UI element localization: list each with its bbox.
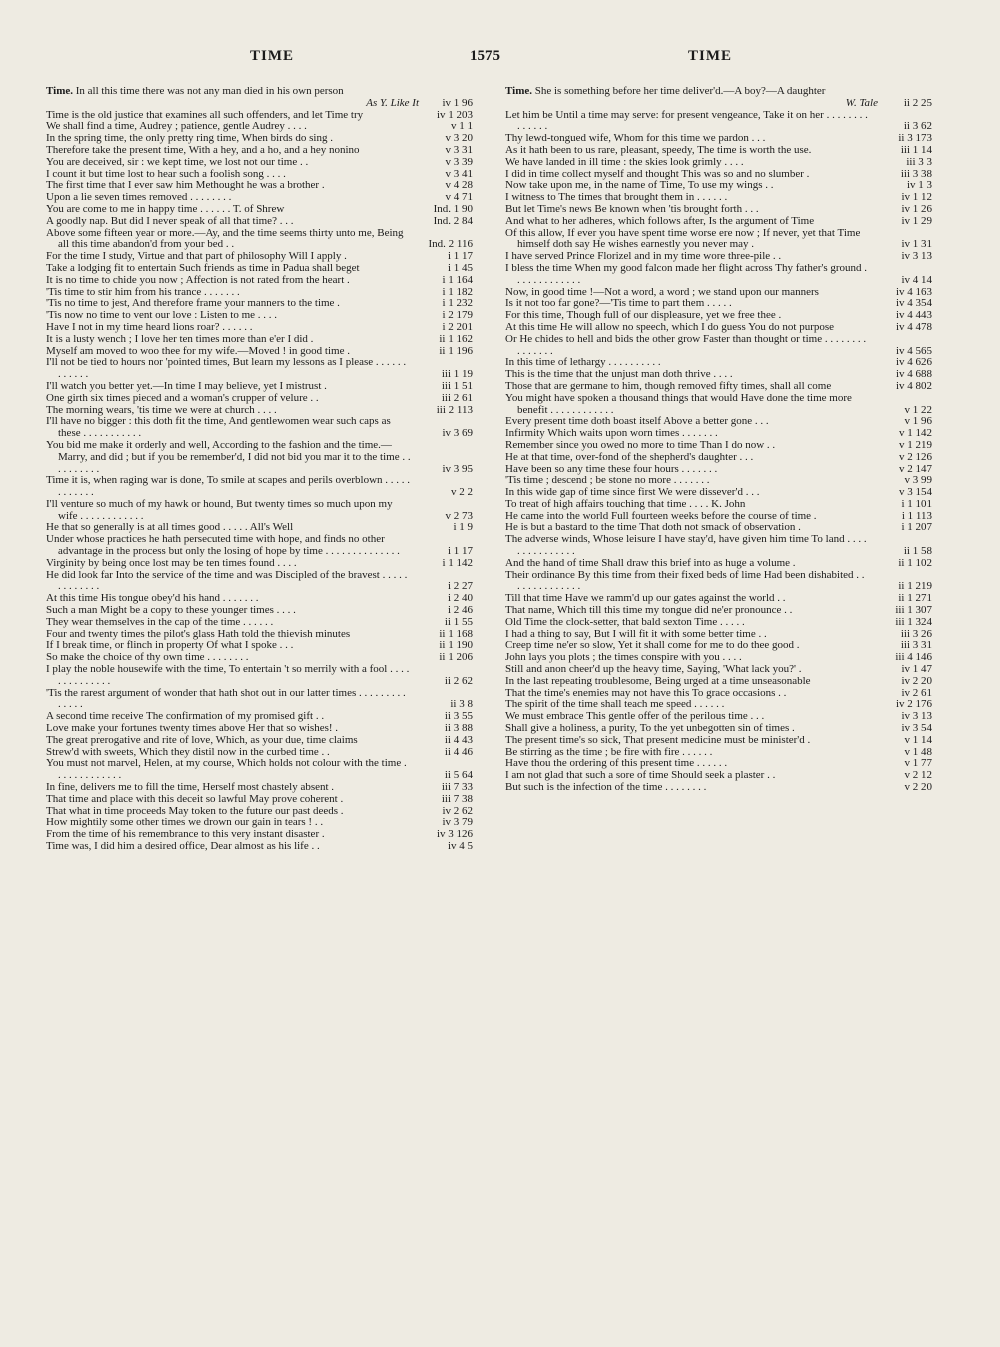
entry-text: To treat of high affairs touching that time . . . . K. John [505, 497, 746, 510]
entry-text: He did look far Into the service of the time and was Discipled of the bravest . . . . . . . . . . . . . [46, 568, 408, 593]
entry-reference: Ind. 2 84 [433, 214, 473, 227]
entry-reference: v 2 147 [899, 462, 932, 475]
entry-text: Take a lodging fit to entertain Such friends as time in Padua shall beget [46, 261, 360, 274]
left-column [46, 86, 473, 1335]
entry-reference: i 1 9 [453, 521, 473, 534]
entry-text: Such a man Might be a copy to these younger times . . . . [46, 604, 296, 617]
entry-text: Creep time ne'er so slow, Yet it shall come for me to do thee good . [505, 639, 800, 652]
entry-reference: i 2 179 [442, 309, 473, 322]
concordance-entry [505, 228, 932, 252]
entry-text: 'Tis time to stir him from his trance . . . . . . . [46, 285, 240, 298]
entry-text: Or He chides to hell and bids the other grow Faster than thought or time . . . . . . . . . . . . . . . [505, 332, 867, 357]
entry-reference: ii 1 219 [898, 580, 932, 593]
entry-reference: v 3 39 [445, 155, 473, 168]
entry-text: I bless the time When my good falcon made her flight across Thy father's ground . . . . . . . . . . . . . [505, 261, 868, 286]
entry-text: Every present time doth boast itself Above a better gone . . . [505, 415, 769, 428]
entry-text: I did in time collect myself and thought This was so and no slumber . [505, 167, 810, 180]
entry-text: 'Tis no time to jest, And therefore frame your manners to the time . [46, 297, 340, 310]
entry-text: Old Time the clock-setter, that bald sexton Time . . . . . [505, 615, 745, 628]
entry-reference: iv 4 5 [447, 840, 473, 852]
entry-reference: iv 2 20 [901, 674, 932, 687]
concordance-entry [505, 534, 932, 558]
entry-text: Time is the old justice that examines all such offenders, and let Time try [46, 108, 364, 121]
entry-text: Their ordinance By this time from their fixed beds of lime Had been dishabited . . . . . . . . . . . . . . [505, 568, 865, 593]
entry-text: I had a thing to say, But I will fit it with some better time . . [505, 627, 767, 640]
entry-text: How mightily some other times we drown our gain in tears ! . . [46, 816, 324, 829]
entry-reference: iii 7 38 [441, 792, 473, 805]
concordance-entry [505, 86, 932, 110]
entry-text: In all this time there was not any man died in his own person [75, 86, 344, 97]
entry-reference: iv 1 29 [901, 214, 932, 227]
entry-reference: i 1 207 [901, 521, 932, 534]
entry-text: In fine, delivers me to fill the time, Herself most chastely absent . [46, 781, 335, 794]
entry-reference: v 2 2 [451, 486, 473, 499]
entry-text: I have served Prince Florizel and in my time wore three-pile . . [505, 250, 782, 263]
entry-headword: Time. [505, 86, 532, 97]
header-right-title: TIME [688, 48, 733, 64]
entry-quotation [505, 534, 870, 558]
entry-reference: i 1 232 [442, 297, 473, 310]
entry-reference: i 1 101 [901, 497, 932, 510]
entry-text: You must not marvel, Helen, at my course, Which holds not colour with the time . . . . . . . . . . . . . [46, 757, 407, 782]
entry-reference: iii 1 14 [900, 143, 932, 156]
entry-text: He that so generally is at all times good . . . . . All's Well [46, 521, 294, 534]
entry-reference: iii 7 33 [441, 781, 473, 794]
entry-reference: v 2 126 [899, 450, 932, 463]
concordance-entry [46, 664, 473, 688]
entry-text: I am not glad that such a sore of time Should seek a plaster . . [505, 769, 776, 782]
entry-reference: v 2 20 [904, 781, 932, 794]
entry-reference: ii 1 55 [444, 615, 473, 628]
entry-reference: iii 3 3 [906, 155, 932, 168]
concordance-entry [46, 534, 473, 558]
entry-reference: iv 2 62 [442, 804, 473, 817]
entry-reference: v 3 99 [904, 474, 932, 487]
concordance-entry [46, 475, 473, 499]
concordance-entry [46, 416, 473, 440]
entry-reference: ii 2 25 [903, 96, 932, 109]
entry-reference: i 1 45 [447, 261, 473, 274]
right-column [505, 86, 932, 1335]
entry-text: I play the noble housewife with the time, To entertain 't so merrily with a fool . . . . . . . . . . . . . . [46, 663, 410, 687]
entry-reference: v 1 77 [904, 757, 932, 770]
entry-quotation [46, 688, 411, 712]
entry-text: She is something before her time deliver'd.—A boy?—A daughter [534, 86, 826, 97]
entry-reference: iv 4 443 [895, 309, 932, 322]
entry-text: I'll venture so much of my hawk or hound, But twenty times so much upon my wife . . . . . . . . . . . . [46, 497, 393, 522]
entry-reference: i 2 27 [447, 580, 473, 593]
entry-text: Four and twenty times the pilot's glass Hath told the thievish minutes [46, 627, 351, 640]
entry-reference: ii 1 162 [439, 332, 473, 345]
entry-quotation [505, 110, 870, 134]
entry-reference: iv 4 802 [895, 379, 932, 392]
entry-text: I'll not be tied to hours nor 'pointed times, But learn my lessons as I please . . . . . . . . . . . . [46, 356, 407, 381]
entry-reference: v 1 142 [899, 427, 932, 440]
concordance-entry [46, 228, 473, 252]
entry-reference: v 1 96 [904, 415, 932, 428]
entry-reference: ii 3 8 [450, 698, 473, 711]
entry-reference: iv 1 96 [442, 96, 473, 109]
entry-reference: v 1 48 [904, 745, 932, 758]
entry-text: Of this allow, If ever you have spent time worse ere now ; If never, yet that Time himself doth say He wishes earnestly you never may . [505, 226, 861, 251]
entry-reference: iv 4 163 [895, 285, 932, 298]
entry-quotation [46, 499, 411, 523]
entry-text: Have been so any time these four hours . . . . . . . [505, 462, 718, 475]
entry-quotation [505, 570, 870, 594]
entry-text: It is no time to chide you now ; Affection is not rated from the heart . [46, 273, 350, 286]
concordance-entry [46, 570, 473, 594]
entry-reference: iii 1 51 [441, 379, 473, 392]
entry-reference: iv 3 126 [436, 828, 473, 841]
entry-text: You might have spoken a thousand things that would Have done the time more benefit . . . . . . . . . . . . [505, 391, 852, 416]
entry-reference: i 1 113 [901, 509, 932, 522]
entry-reference: v 3 31 [445, 143, 473, 156]
concordance-entry [46, 86, 473, 110]
entry-reference: iv 3 95 [442, 462, 473, 475]
entry-reference: iv 3 13 [901, 710, 932, 723]
entry-reference: iii 2 61 [441, 391, 473, 404]
entry-reference: v 1 22 [904, 403, 932, 416]
entry-text: 'Tis time ; descend ; be stone no more . . . . . . . [505, 474, 710, 487]
entry-text: John lays you plots ; the times conspire with you . . . . [505, 651, 742, 664]
entry-text: They wear themselves in the cap of the time . . . . . . [46, 615, 274, 628]
entry-reference: iii 4 146 [895, 651, 932, 664]
entry-reference: ii 1 58 [903, 545, 932, 558]
entry-text: 'Tis the rarest argument of wonder that hath shot out in our latter times . . . . . . . . . . . . . . [46, 686, 406, 711]
entry-reference: iv 2 61 [901, 686, 932, 699]
entry-text: Under whose practices he hath persecuted time with hope, and finds no other advantage in the process but only the losing of hope by time . . . . . . . . . . . . . . [46, 533, 400, 558]
entry-text: A goodly nap. But did I never speak of all that time? . . . [46, 214, 294, 227]
entry-reference: i 2 201 [442, 320, 473, 333]
entry-text: In the spring time, the only pretty ring time, When birds do sing . [46, 132, 333, 145]
entry-text: You bid me make it orderly and well, According to the fashion and the time.—Marry, and did ; but if you be remember'd, I did not bid you mar it to the time . . . . . . . . . . [46, 438, 411, 475]
entry-text: Now take upon me, in the name of Time, To use my wings . . [505, 179, 774, 192]
entry-reference: iii 1 19 [441, 368, 473, 381]
concordance-entry [505, 393, 932, 417]
entry-reference: Ind. 1 90 [433, 202, 473, 215]
entry-reference: v 1 14 [904, 733, 932, 746]
entry-reference: iii 3 38 [900, 167, 932, 180]
entry-text: Let him be Until a time may serve: for present vengeance, Take it on her . . . . . . . . . . . . . . [505, 108, 868, 133]
concordance-entry [46, 688, 473, 712]
entry-text: At this time His tongue obey'd his hand . . . . . . . [46, 592, 259, 605]
entry-reference: iii 3 26 [900, 627, 932, 640]
entry-text: Still and anon cheer'd up the heavy time, Saying, 'What lack you?' . [505, 663, 802, 676]
entry-reference: iv 3 69 [442, 427, 473, 440]
entry-text: So make the choice of thy own time . . . . . . . . [46, 651, 249, 664]
entry-text: From the time of his remembrance to this very instant disaster . [46, 828, 325, 841]
entry-text: Have thou the ordering of this present time . . . . . . [505, 757, 728, 770]
concordance-entry [505, 570, 932, 594]
entry-quotation [505, 334, 870, 358]
entry-text: The present time's so sick, That present medicine must be minister'd . [505, 733, 811, 746]
entry-text: Remember since you owed no more to time Than I do now . . [505, 438, 776, 451]
entry-quotation [46, 475, 411, 499]
entry-reference: ii 1 102 [898, 556, 932, 569]
entry-text: Those that are germane to him, though removed fifty times, shall all come [505, 379, 832, 392]
entry-quotation [46, 570, 411, 594]
entry-reference: ii 4 43 [444, 733, 473, 746]
entry-text: Therefore take the present time, With a hey, and a ho, and a hey nonino [46, 143, 360, 156]
entry-text: Have I not in my time heard lions roar? . . . . . . [46, 320, 253, 333]
concordance-entry [505, 263, 932, 287]
entry-reference: iv 1 3 [906, 179, 932, 192]
entry-text: As it hath been to us rare, pleasant, speedy, The time is worth the use. [505, 143, 812, 156]
entry-reference: v 1 1 [451, 120, 473, 133]
entry-reference: iii 1 307 [895, 604, 932, 617]
entry-text: I witness to The times that brought them in . . . . . . [505, 191, 728, 204]
entry-reference: i 2 46 [447, 604, 473, 617]
entry-play-title: W. Tale [845, 96, 878, 109]
entry-text: The first time that I ever saw him Methought he was a brother . [46, 179, 325, 192]
concordance-entry [46, 440, 473, 475]
concordance-entry [505, 110, 932, 134]
entry-reference: iv 3 13 [901, 250, 932, 263]
entry-text: Strew'd with sweets, Which they distil now in the curbed time . . [46, 745, 330, 758]
entry-quotation [505, 393, 870, 417]
entry-text: At this time He will allow no speech, which I do guess You do not purpose [505, 320, 835, 333]
entry-text: Is it not too far gone?—'Tis time to part them . . . . . [505, 297, 732, 310]
entry-text: Thy lewd-tongued wife, Whom for this time we pardon . . . [505, 132, 766, 145]
entry-reference: iv 1 12 [901, 191, 932, 204]
entry-quotation [46, 357, 411, 381]
entry-text: Shall give a holiness, a purity, To the yet unbegotten sin of times . [505, 722, 795, 735]
entry-reference: iii 3 31 [900, 639, 932, 652]
header-left-title: TIME [250, 48, 295, 64]
entry-reference: v 2 73 [445, 509, 473, 522]
entry-reference: ii 3 173 [898, 132, 932, 145]
entry-reference: v 4 28 [445, 179, 473, 192]
entry-reference: iv 4 478 [895, 320, 932, 333]
entry-reference: i 1 142 [442, 556, 473, 569]
entry-quotation [46, 228, 411, 252]
running-header [40, 48, 960, 70]
entry-text: For this time, Though full of our displeasure, yet we free thee . [505, 309, 782, 322]
entry-text: Myself am moved to woo thee for my wife.—Moved ! in good time . [46, 344, 350, 357]
concordance-entry [46, 499, 473, 523]
entry-text: We must embrace This gentle offer of the perilous time . . . [505, 710, 765, 723]
entry-reference: iv 1 31 [901, 238, 932, 251]
entry-reference: iv 2 176 [895, 698, 932, 711]
entry-text: That name, Which till this time my tongue did ne'er pronounce . . [505, 604, 793, 617]
entry-quotation [46, 86, 411, 98]
entry-reference: ii 3 88 [444, 722, 473, 735]
entry-reference: iii 1 324 [895, 615, 932, 628]
entry-reference: iii 2 113 [436, 403, 473, 416]
page-number: 1575 [470, 48, 500, 64]
concordance-entry [505, 782, 932, 794]
entry-text: That the time's enemies may not have this To grace occasions . . [505, 686, 787, 699]
entry-quotation [505, 228, 870, 252]
entry-text: The spirit of the time shall teach me speed . . . . . . [505, 698, 725, 711]
entry-text: 'Tis now no time to vent our love : Listen to me . . . . [46, 309, 278, 322]
entry-reference: iv 4 626 [895, 356, 932, 369]
entry-text: That time and place with this deceit so lawful May prove coherent . [46, 792, 344, 805]
entry-text: This is the time that the unjust man doth thrive . . . . [505, 368, 733, 381]
entry-play-title: As Y. Like It [366, 96, 419, 109]
entry-reference: ii 2 62 [444, 674, 473, 687]
entry-quotation [46, 758, 411, 782]
entry-text: He came into the world Full fourteen weeks before the course of time . [505, 509, 817, 522]
entry-reference: v 4 71 [445, 191, 473, 204]
entry-text: Be stirring as the time ; be fire with fire . . . . . . [505, 745, 713, 758]
entry-reference: iv 1 203 [436, 108, 473, 121]
entry-text: In this time of lethargy . . . . . . . . . . [505, 356, 661, 369]
entry-text: The great prerogative and rite of love, Which, as your due, time claims [46, 733, 358, 746]
entry-text: We shall find a time, Audrey ; patience, gentle Audrey . . . . [46, 120, 307, 133]
entry-text: The morning wears, 'tis time we were at church . . . . [46, 403, 277, 416]
entry-reference: ii 1 206 [439, 651, 473, 664]
entry-text: But such is the infection of the time . . . . . . . . [505, 781, 707, 794]
entry-reference: ii 1 196 [439, 344, 473, 357]
entry-text: Till that time Have we ramm'd up our gates against the world . . [505, 592, 786, 605]
entry-reference: iv 3 79 [442, 816, 473, 829]
entry-reference: ii 3 55 [444, 710, 473, 723]
entry-reference: ii 5 64 [444, 769, 473, 782]
entry-reference: iv 1 26 [901, 202, 932, 215]
entry-reference: v 2 12 [904, 769, 932, 782]
entry-text: For the time I study, Virtue and that part of philosophy Will I apply . [46, 250, 347, 263]
entry-text: And the hand of time Shall draw this brief into as huge a volume . [505, 556, 796, 569]
entry-reference: iv 4 688 [895, 368, 932, 381]
entry-quotation [505, 782, 870, 794]
entry-text: We have landed in ill time : the skies look grimly . . . . [505, 155, 744, 168]
entry-text: Upon a lie seven times removed . . . . . . . . [46, 191, 232, 204]
entry-text: A second time receive The confirmation of my promised gift . . [46, 710, 325, 723]
entry-reference: i 1 17 [447, 545, 473, 558]
entry-text: Love make your fortunes twenty times above Her that so wishes! . [46, 722, 339, 735]
entry-text: I count it but time lost to hear such a foolish song . . . . [46, 167, 286, 180]
entry-text: Virginity by being once lost may be ten times found . . . . [46, 556, 297, 569]
entry-reference: v 3 154 [899, 486, 932, 499]
entry-reference: v 1 219 [899, 438, 932, 451]
entry-reference: iv 4 354 [895, 297, 932, 310]
concordance-entry [505, 334, 932, 358]
entry-text: The adverse winds, Whose leisure I have stay'd, have given him time To land . . . . . . . . . . . . . . . [505, 533, 867, 558]
entry-text: I'll watch you better yet.—In time I may believe, yet I mistrust . [46, 379, 327, 392]
entry-reference: Ind. 2 116 [428, 238, 473, 251]
entry-reference: v 3 20 [445, 132, 473, 145]
entry-text: Time was, I did him a desired office, Dear almost as his life . . [46, 840, 320, 852]
entry-reference: ii 1 271 [898, 592, 932, 605]
entry-quotation [46, 440, 411, 475]
entry-reference: i 2 40 [447, 592, 473, 605]
concordance-entry [46, 357, 473, 381]
entry-text: One girth six times pieced and a woman's crupper of velure . . [46, 391, 319, 404]
entry-reference: ii 1 190 [439, 639, 473, 652]
entry-text: If I break time, or flinch in property Of what I spoke . . . [46, 639, 294, 652]
entry-text: You are come to me in happy time . . . . . . T. of Shrew [46, 202, 285, 215]
entry-headword: Time. [46, 86, 73, 97]
entry-quotation [46, 664, 411, 688]
entry-text: He is but a bastard to the time That doth not smack of observation . [505, 521, 801, 534]
entry-reference: iv 4 14 [901, 273, 932, 286]
entry-reference: i 1 182 [442, 285, 473, 298]
entry-reference: i 1 164 [442, 273, 473, 286]
entry-text: In this wide gap of time since first We were dissever'd . . . [505, 486, 760, 499]
entry-text: That what in time proceeds May token to the future our past deeds . [46, 804, 344, 817]
entry-text: It is a lusty wench ; I love her ten times more than e'er I did . [46, 332, 314, 345]
entry-reference: ii 3 62 [903, 120, 932, 133]
entry-text: Time it is, when raging war is done, To smile at scapes and perils overblown . . . . . . . . . . . . [46, 474, 411, 499]
entry-text: Above some fifteen year or more.—Ay, and the time seems thirty unto me, Being all this time abandon'd from your bed . . [46, 226, 404, 251]
entry-text: You are deceived, sir : we kept time, we lost not our time . . [46, 155, 309, 168]
entry-quotation [46, 534, 411, 558]
entry-quotation [46, 841, 411, 853]
entry-reference: v 3 41 [445, 167, 473, 180]
entry-reference: ii 1 168 [439, 627, 473, 640]
entry-text: And what to her adheres, which follows after, Is the argument of Time [505, 214, 815, 227]
entry-text: In the last repeating troublesome, Being urged at a time unseasonable [505, 674, 811, 687]
concordance-entry [46, 841, 473, 853]
entry-quotation [505, 86, 870, 98]
entry-text: But let Time's news Be known when 'tis brought forth . . . [505, 202, 759, 215]
entry-reference: i 1 17 [447, 250, 473, 263]
entry-text: I'll have no bigger : this doth fit the time, And gentlewomen wear such caps as these . . . . . . . . . . . [46, 415, 391, 440]
entry-reference: iv 3 54 [901, 722, 932, 735]
entry-reference: iv 1 47 [901, 663, 932, 676]
entry-text: Now, in good time !—Not a word, a word ; we stand upon our manners [505, 285, 819, 298]
entry-reference: ii 4 46 [444, 745, 473, 758]
entry-text: He at that time, over-fond of the shepherd's daughter . . . [505, 450, 754, 463]
entry-quotation [46, 416, 411, 440]
entry-text: Infirmity Which waits upon worn times . . . . . . . [505, 427, 718, 440]
concordance-entry [46, 758, 473, 782]
entry-reference: iv 4 565 [895, 344, 932, 357]
entry-quotation [505, 263, 870, 287]
